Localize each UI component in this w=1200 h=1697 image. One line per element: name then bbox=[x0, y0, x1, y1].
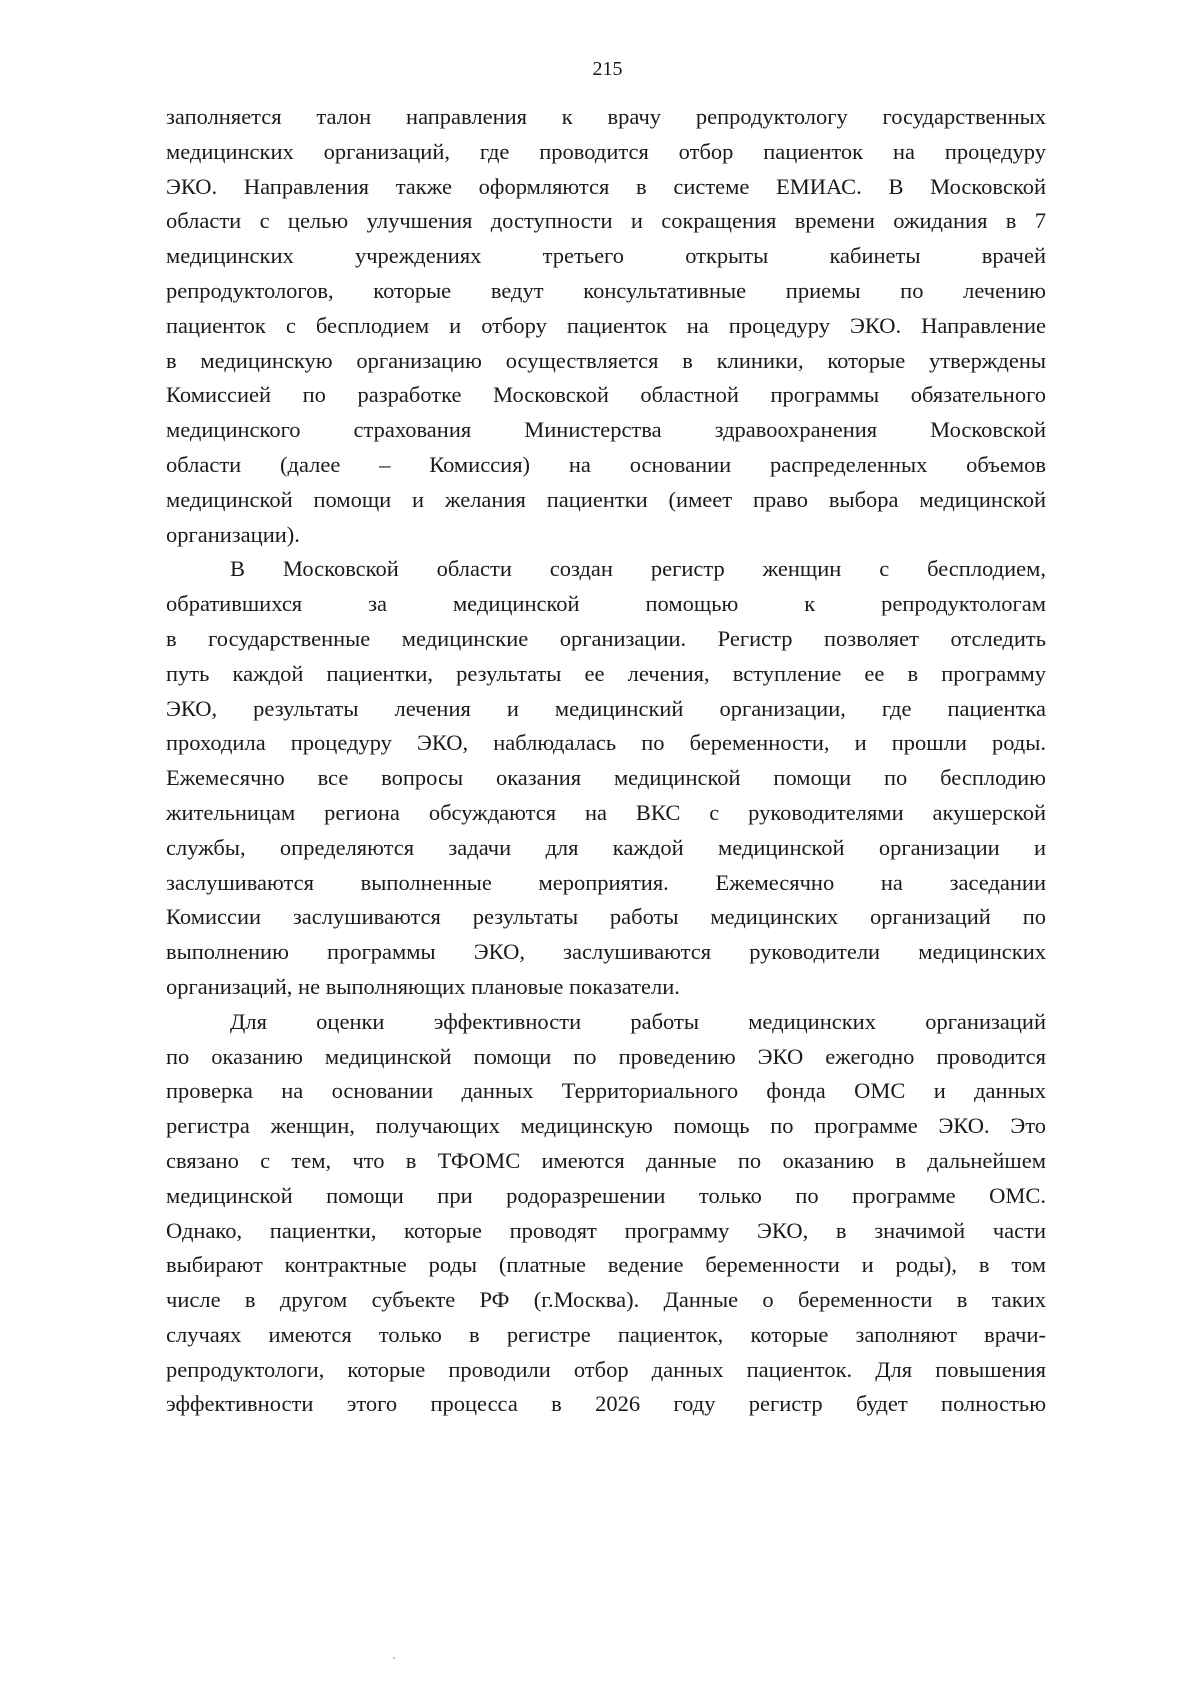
scan-speck bbox=[393, 1657, 395, 1659]
text-line: репродуктологи, которые проводили отбор данных пациенток. Для повышения bbox=[166, 1356, 1046, 1382]
text-line: медицинских организаций, где проводится отбор пациенток на процедуру bbox=[166, 138, 1046, 164]
text-line: обратившихся за медицинской помощью к репродуктологам bbox=[166, 591, 1046, 617]
text-line: Комиссией по разработке Московской областной программы обязательного bbox=[166, 382, 1046, 408]
text-line: случаях имеются только в регистре пациенток, которые заполняют врачи- bbox=[166, 1321, 1046, 1347]
text-line: службы, определяются задачи для каждой медицинской организации и bbox=[166, 834, 1046, 860]
text-line: области с целью улучшения доступности и сокращения времени ожидания в 7 bbox=[166, 208, 1046, 234]
text-line: связано с тем, что в ТФОМС имеются данные по оказанию в дальнейшем bbox=[166, 1147, 1046, 1173]
text-line: числе в другом субъекте РФ (г.Москва). Данные о беременности в таких bbox=[166, 1287, 1046, 1313]
text-line: эффективности этого процесса в 2026 году регистр будет полностью bbox=[166, 1391, 1046, 1417]
text-line: медицинского страхования Министерства здравоохранения Московской bbox=[166, 417, 1046, 443]
text-line: жительницам региона обсуждаются на ВКС с руководителями акушерской bbox=[166, 799, 1046, 825]
page-number: 215 bbox=[592, 58, 623, 80]
text-line: медицинских учреждениях третьего открыты кабинеты врачей bbox=[166, 243, 1046, 269]
text-line: Ежемесячно все вопросы оказания медицинской помощи по бесплодию bbox=[166, 765, 1046, 791]
text-line: заполняется талон направления к врачу репродуктологу государственных bbox=[166, 104, 1046, 129]
text-line: проходила процедуру ЭКО, наблюдалась по беременности, и прошли роды. bbox=[166, 730, 1046, 756]
text-line: Для оценки эффективности работы медицинских организаций bbox=[230, 1008, 1046, 1034]
text-line: выбирают контрактные роды (платные ведение беременности и роды), в том bbox=[166, 1252, 1046, 1278]
text-line: В Московской области создан регистр женщин с бесплодием, bbox=[230, 556, 1046, 582]
text-line: медицинской помощи при родоразрешении только по программе ОМС. bbox=[166, 1182, 1046, 1208]
text-line: области (далее – Комиссия) на основании распределенных объемов bbox=[166, 451, 1046, 477]
text-line: пациенток с бесплодием и отбору пациенток на процедуру ЭКО. Направление bbox=[166, 312, 1046, 338]
text-line: Однако, пациентки, которые проводят программу ЭКО, в значимой части bbox=[166, 1217, 1046, 1243]
text-line: по оказанию медицинской помощи по проведению ЭКО ежегодно проводится bbox=[166, 1043, 1046, 1069]
text-line: в государственные медицинские организации. Регистр позволяет отследить bbox=[166, 625, 1046, 651]
text-line: организаций, не выполняющих плановые показатели. bbox=[166, 973, 680, 999]
text-line: выполнению программы ЭКО, заслушиваются руководители медицинских bbox=[166, 939, 1046, 965]
text-line: ЭКО, результаты лечения и медицинский организации, где пациентка bbox=[166, 695, 1046, 721]
text-line: репродуктологов, которые ведут консультативные приемы по лечению bbox=[166, 277, 1046, 303]
text-line: проверка на основании данных Территориального фонда ОМС и данных bbox=[166, 1078, 1046, 1104]
text-line: путь каждой пациентки, результаты ее лечения, вступление ее в программу bbox=[166, 660, 1046, 686]
text-line: Комиссии заслушиваются результаты работы медицинских организаций по bbox=[166, 904, 1046, 930]
text-line: организации). bbox=[166, 521, 300, 547]
text-line: заслушиваются выполненные мероприятия. Ежемесячно на заседании bbox=[166, 869, 1046, 895]
text-line: ЭКО. Направления также оформляются в системе ЕМИАС. В Московской bbox=[166, 173, 1046, 199]
body-text bbox=[166, 100, 1046, 1422]
text-line: медицинской помощи и желания пациентки (имеет право выбора медицинской bbox=[166, 486, 1046, 512]
text-line: в медицинскую организацию осуществляется в клиники, которые утверждены bbox=[166, 347, 1046, 373]
text-line: регистра женщин, получающих медицинскую помощь по программе ЭКО. Это bbox=[166, 1113, 1046, 1139]
